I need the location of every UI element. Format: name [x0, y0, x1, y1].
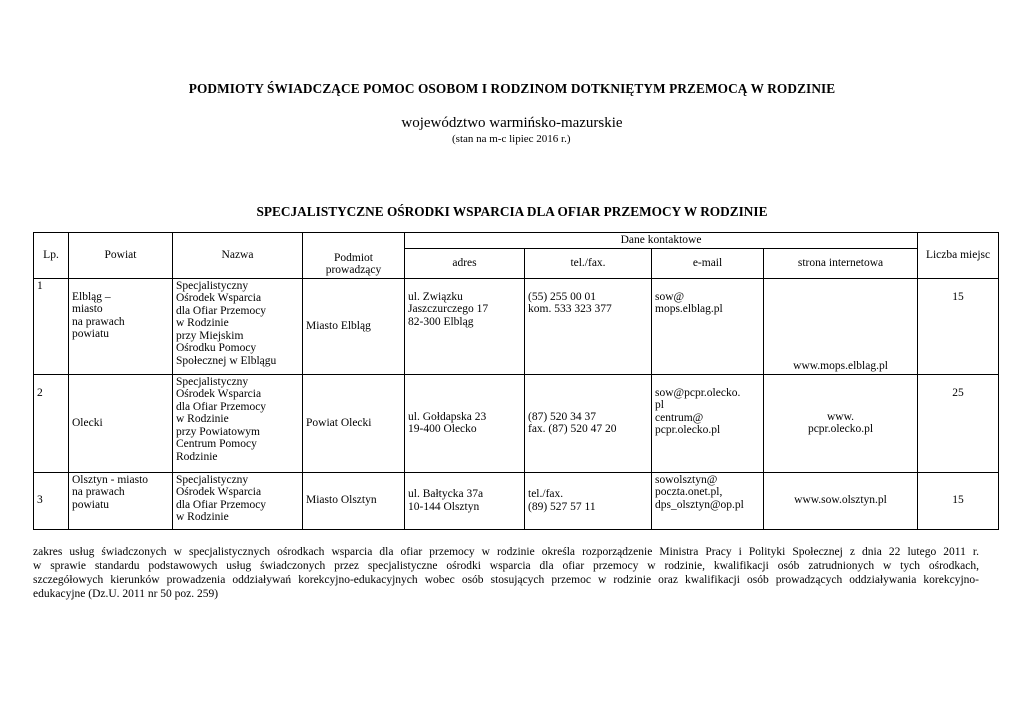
- cell-line: sow@: [655, 290, 685, 303]
- cell-line: w Rodzinie: [176, 317, 229, 329]
- cell-email: [652, 472, 764, 529]
- cell-www: [764, 278, 918, 374]
- cell-liczba: 15: [918, 278, 999, 374]
- cell-line: (89) 527 57 11: [528, 500, 596, 513]
- cell-line: 10-144 Olsztyn: [408, 500, 480, 513]
- cell-line: Jaszczurczego 17: [408, 303, 489, 315]
- cell-line: powiatu: [72, 498, 110, 511]
- cell-podmiot: Powiat Olecki: [303, 374, 405, 472]
- cell-line: pcpr.olecko.pl: [807, 423, 874, 435]
- cell-line: Centrum Pomocy: [176, 438, 257, 450]
- cell-adres: [405, 278, 525, 374]
- cell-tel: [525, 472, 652, 529]
- cell-line: Specjalistyczny: [176, 375, 249, 388]
- header-liczba-miejsc: Liczba miejsc: [918, 233, 999, 279]
- document-title: PODMIOTY ŚWIADCZĄCE POMOC OSOBOM I RODZINOM DOTKNIĘTYM PRZEMOCĄ W RODZINIE: [188, 81, 836, 96]
- header-nazwa: Nazwa: [173, 233, 303, 279]
- cell-line: Ośrodek Wsparcia: [176, 388, 262, 400]
- table-row: [34, 472, 999, 529]
- cell-line: tel./fax.: [528, 488, 564, 500]
- cell-liczba: 25: [918, 374, 999, 472]
- cell-line: w Rodzinie: [176, 413, 229, 425]
- table-row: [34, 278, 999, 374]
- cell-lp: 3: [34, 472, 69, 529]
- cell-line: na prawach: [72, 315, 125, 328]
- cell-line: www.mops.elblag.pl: [793, 360, 888, 372]
- header-adres: adres: [405, 248, 525, 278]
- header-powiat: Powiat: [69, 233, 173, 279]
- cell-line: przy Miejskim: [176, 329, 244, 342]
- header-lp: Lp.: [34, 233, 69, 279]
- cell-line: pl: [655, 399, 664, 411]
- cell-line: Specjalistyczny: [176, 279, 249, 292]
- header-dane-kontaktowe: Dane kontaktowe: [405, 233, 918, 249]
- cell-line: dla Ofiar Przemocy: [176, 400, 267, 413]
- cell-line: przy Powiatowym: [176, 425, 261, 438]
- footer-line: edukacyjne (Dz.U. 2011 nr 50 poz. 259): [33, 588, 219, 600]
- cell-lp: 1: [34, 278, 69, 374]
- cell-line: powiatu: [72, 328, 110, 340]
- cell-line: centrum@: [655, 411, 704, 424]
- cell-powiat: [69, 374, 173, 472]
- cell-line: (87) 520 34 37: [528, 410, 597, 423]
- cell-tel: [525, 278, 652, 374]
- cell-line: 19-400 Olecko: [408, 423, 477, 435]
- cell-podmiot: Miasto Olsztyn: [303, 472, 405, 529]
- cell-line: dla Ofiar Przemocy: [176, 498, 267, 511]
- cell-www: [764, 472, 918, 529]
- cell-nazwa: [173, 374, 303, 472]
- cell-line: (55) 255 00 01: [528, 290, 597, 303]
- cell-line: dla Ofiar Przemocy: [176, 304, 267, 317]
- cell-line: Ośrodek Wsparcia: [176, 292, 262, 304]
- cell-line: Rodzinie: [176, 450, 218, 463]
- cell-line: Olecki: [72, 416, 103, 429]
- cell-www: [764, 374, 918, 472]
- cell-line: ul. Bałtycka 37a: [408, 488, 484, 500]
- section-title: SPECJALISTYCZNE OŚRODKI WSPARCIA DLA OFIAR PRZEMOCY W RODZINIE: [256, 204, 768, 219]
- cell-email: [652, 278, 764, 374]
- centers-table: [33, 232, 999, 530]
- cell-line: sowolsztyn@: [655, 473, 718, 486]
- footer-note: [33, 545, 979, 601]
- cell-line: poczta.onet.pl,: [655, 486, 723, 498]
- footer-line: zakres usług świadczonych w specjalistycznych ośrodkach wsparcia dla ofiar przemocy w rodzinie określa rozporządzenie Ministra Pracy i Polityki Społecznej z dnia 22 lutego 2011 r.: [33, 546, 979, 558]
- cell-liczba: 15: [918, 472, 999, 529]
- header-email: e-mail: [652, 248, 764, 278]
- cell-tel: [525, 374, 652, 472]
- cell-line: fax. (87) 520 47 20: [528, 423, 617, 435]
- cell-adres: [405, 472, 525, 529]
- table-row: [34, 374, 999, 472]
- cell-line: Specjalistyczny: [176, 473, 249, 486]
- cell-line: Ośrodku Pomocy: [176, 342, 257, 354]
- date-note: (stan na m-c lipiec 2016 r.): [452, 133, 571, 145]
- cell-line: na prawach: [72, 486, 125, 498]
- cell-line: mops.elblag.pl: [655, 303, 723, 315]
- cell-line: ul. Związku: [408, 290, 463, 303]
- footer-line: w sprawie standardu podstawowych usług świadczonych przez specjalistyczne ośrodki wsparcia dla ofiar przemocy w rodzinie, kwalifikacji osób zatrudnionych w tych ośrodkach,: [33, 560, 979, 572]
- cell-line: pcpr.olecko.pl: [655, 424, 721, 436]
- cell-line: www.: [827, 410, 855, 423]
- voivodeship-label: województwo warmińsko-mazurskie: [401, 115, 623, 131]
- header-tel: tel./fax.: [525, 248, 652, 278]
- cell-line: ul. Gołdapska 23: [408, 410, 487, 423]
- cell-line: kom. 533 323 377: [528, 303, 612, 315]
- cell-line: Ośrodek Wsparcia: [176, 486, 262, 498]
- header-www: strona internetowa: [764, 248, 918, 278]
- cell-line: sow@pcpr.olecko.: [655, 386, 741, 399]
- cell-line: miasto: [72, 303, 103, 315]
- cell-line: Olsztyn - miasto: [72, 473, 149, 486]
- cell-lp: 2: [34, 374, 69, 472]
- cell-email: [652, 374, 764, 472]
- cell-line: dps_olsztyn@op.pl: [655, 498, 744, 511]
- cell-line: www.sow.olsztyn.pl: [794, 494, 887, 507]
- cell-adres: [405, 374, 525, 472]
- cell-line: Społecznej w Elblągu: [176, 354, 277, 367]
- header-podmiot: Podmiot prowadzący: [303, 233, 405, 279]
- cell-nazwa: [173, 278, 303, 374]
- cell-powiat: [69, 278, 173, 374]
- cell-line: Elbląg –: [72, 290, 111, 303]
- cell-powiat: [69, 472, 173, 529]
- cell-line: w Rodzinie: [176, 511, 229, 523]
- cell-nazwa: [173, 472, 303, 529]
- footer-line: szczegółowych kierunków prowadzenia oddziaływań korekcyjno-edukacyjnych wobec osób stosujących przemoc w rodzinie oraz kwalifikacji osób prowadzących oddziaływania korekcyjno-: [33, 574, 979, 586]
- cell-podmiot: Miasto Elbląg: [303, 278, 405, 374]
- cell-line: 82-300 Elbląg: [408, 315, 474, 328]
